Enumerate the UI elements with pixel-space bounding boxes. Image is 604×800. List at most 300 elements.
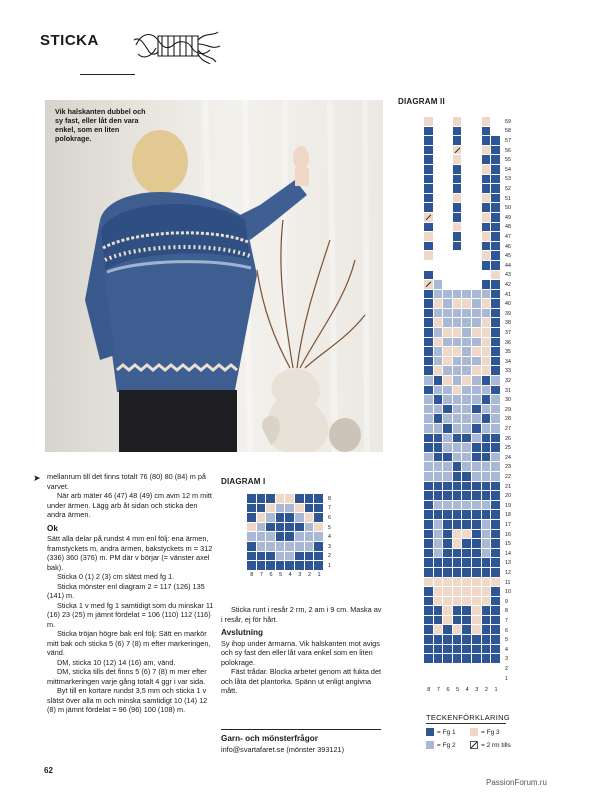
paragraph: Sätt alla delar på rundst 4 mm enl följ: ena ärmen, framstyckets m, andra ärmen, bakstyckets m = 312 (336) 360 (376) m. PM där v börjar (= vänster axel bak). <box>47 534 213 572</box>
chart-cell <box>434 491 444 501</box>
chart-cell <box>443 184 453 194</box>
row-number: 29 <box>505 406 511 413</box>
chart-cell <box>285 542 295 552</box>
chart-cell <box>453 347 463 357</box>
chart-cell <box>443 165 453 175</box>
row-number: 38 <box>505 320 511 327</box>
chart-cell <box>434 223 444 233</box>
paragraph: Sticka 1 v med fg 1 samtidigt som du minskar 11 (16) 23 (25) m jämnt fördelat = 106 (110) 112 (116) m. <box>47 600 214 629</box>
chart-cell <box>453 539 463 549</box>
swatch-fg2 <box>426 741 434 749</box>
row-number: 41 <box>505 291 511 298</box>
chart-cell <box>453 318 463 328</box>
chart-cell <box>453 616 463 626</box>
chart-cell <box>472 520 482 530</box>
chart-cell <box>472 558 482 568</box>
chart-cell <box>453 645 463 655</box>
chart-cell <box>472 539 482 549</box>
row-number: 21 <box>505 483 511 490</box>
chart-cell <box>472 318 482 328</box>
chart-cell <box>305 561 315 571</box>
chart-cell <box>462 232 472 242</box>
chart-cell <box>434 625 444 635</box>
chart-cell <box>482 472 492 482</box>
chart-cell <box>462 453 472 463</box>
chart-cell <box>295 542 305 552</box>
chart-cell <box>482 242 492 252</box>
chart-cell <box>462 578 472 588</box>
chart-cell <box>434 290 444 300</box>
chart-cell <box>482 453 492 463</box>
chart-cell <box>491 472 501 482</box>
chart-cell <box>491 127 501 137</box>
chart-cell <box>453 136 463 146</box>
chart-cell <box>482 587 492 597</box>
chart-cell <box>443 635 453 645</box>
chart-cell <box>482 434 492 444</box>
chart-cell <box>491 520 501 530</box>
chart-cell <box>472 175 482 185</box>
chart-cell <box>472 424 482 434</box>
chart-cell <box>453 587 463 597</box>
chart-cell <box>472 203 482 213</box>
row-number: 1 <box>328 563 331 569</box>
chart-cell <box>443 213 453 223</box>
chart-cell <box>462 386 472 396</box>
chart-cell <box>424 606 434 616</box>
chart-cell <box>491 117 501 127</box>
chart-cell <box>434 606 444 616</box>
chart-cell <box>424 501 434 511</box>
chart-cell <box>424 136 434 146</box>
chart-cell <box>443 251 453 261</box>
chart-cell <box>453 203 463 213</box>
column-number: 4 <box>465 687 469 693</box>
paragraph: Sticka 0 (1) 2 (3) cm slätst med fg 1. <box>57 572 175 581</box>
chart-cell <box>295 552 305 562</box>
chart-cell <box>424 366 434 376</box>
chart-cell <box>424 482 434 492</box>
paragraph: DM, sticka tills det finns 5 (6) 7 (8) m mer efter mittmarkeringen varje gång totalt 4 ggr i var sida. <box>47 667 207 686</box>
chart-cell <box>453 462 463 472</box>
chart-cell <box>491 482 501 492</box>
chart-cell <box>472 462 482 472</box>
chart-cell <box>434 299 444 309</box>
chart-cell <box>462 127 472 137</box>
section-heading-ok: Ok <box>47 523 58 533</box>
chart-cell <box>491 376 501 386</box>
chart-cell <box>491 328 501 338</box>
chart-cell <box>305 532 315 542</box>
chart-cell <box>434 587 444 597</box>
column-number: 5 <box>279 572 283 578</box>
chart-cell <box>443 366 453 376</box>
sweater-photo <box>45 100 383 452</box>
chart-cell <box>472 155 482 165</box>
chart-cell <box>482 510 492 520</box>
chart-cell <box>491 357 501 367</box>
chart-cell <box>434 386 444 396</box>
chart-cell <box>453 213 463 223</box>
chart-cell <box>443 386 453 396</box>
chart-cell <box>491 645 501 655</box>
chart-cell <box>482 578 492 588</box>
chart-cell <box>257 513 267 523</box>
chart-cell <box>462 434 472 444</box>
chart-cell <box>443 510 453 520</box>
chart-cell <box>462 606 472 616</box>
chart-cell <box>472 434 482 444</box>
chart-cell <box>434 530 444 540</box>
chart-cell <box>434 568 444 578</box>
chart-cell <box>257 504 267 514</box>
chart-cell <box>305 513 315 523</box>
column-number: 5 <box>456 687 460 693</box>
chart-cell <box>482 175 492 185</box>
chart-cell <box>424 213 434 223</box>
chart-cell <box>482 280 492 290</box>
row-number: 34 <box>505 358 511 365</box>
chart-cell <box>472 578 482 588</box>
chart-cell <box>472 251 482 261</box>
chart-cell <box>472 482 482 492</box>
chart-cell <box>266 513 276 523</box>
page-number: 62 <box>44 766 53 775</box>
paragraph: Sticka mönster enl diagram 2 = 117 (126) 135 (141) m. <box>47 581 205 600</box>
column-number: 4 <box>288 572 292 578</box>
column-number: 1 <box>317 572 321 578</box>
chart-cell <box>472 405 482 415</box>
paragraph: Sticka runt i resår 2 rm, 2 am i 9 cm. Maska av i resår, ej för hårt. <box>221 605 382 624</box>
chart-cell <box>482 136 492 146</box>
chart-cell <box>443 606 453 616</box>
chart-cell <box>276 504 286 514</box>
chart-cell <box>491 213 501 223</box>
column-number: 3 <box>298 572 302 578</box>
chart-cell <box>482 328 492 338</box>
row-number: 12 <box>505 570 511 576</box>
chart-cell <box>424 453 434 463</box>
chart-cell <box>482 414 492 424</box>
chart-cell <box>276 494 286 504</box>
chart-cell <box>257 552 267 562</box>
chart-cell <box>472 347 482 357</box>
chart-cell <box>257 542 267 552</box>
chart-cell <box>424 587 434 597</box>
row-number: 44 <box>505 262 511 269</box>
chart-cell <box>453 625 463 635</box>
chart-cell <box>434 539 444 549</box>
chart-cell <box>295 561 305 571</box>
chart-cell <box>443 280 453 290</box>
chart-cell <box>462 146 472 156</box>
chart-cell <box>434 366 444 376</box>
chart-cell <box>443 347 453 357</box>
chart-cell <box>472 213 482 223</box>
chart-cell <box>314 494 324 504</box>
chart-cell <box>453 578 463 588</box>
chart-cell <box>491 424 501 434</box>
chart-cell <box>434 510 444 520</box>
chart-cell <box>424 434 434 444</box>
chart-cell <box>482 184 492 194</box>
row-number: 19 <box>505 502 511 509</box>
decrease-symbol-icon <box>470 741 478 749</box>
legend-fg3 <box>470 728 500 736</box>
row-number: 23 <box>505 464 511 471</box>
photo-illustration <box>45 100 383 452</box>
paragraph: Sy ihop under ärmarna. Vik halskanten mot avigs och sy fast den eller låt vara enkel som en liten polokrage. <box>221 638 380 667</box>
row-number: 40 <box>505 301 511 308</box>
row-number: 24 <box>505 454 511 461</box>
chart-cell <box>472 510 482 520</box>
section-header <box>40 26 240 56</box>
chart-cell <box>424 539 434 549</box>
chart-cell <box>434 127 444 137</box>
chart-cell <box>482 530 492 540</box>
chart-cell <box>482 338 492 348</box>
chart-cell <box>482 568 492 578</box>
chart-cell <box>482 482 492 492</box>
chart-cell <box>443 223 453 233</box>
chart-cell <box>295 504 305 514</box>
chart-cell <box>462 242 472 252</box>
column-number: 6 <box>446 687 450 693</box>
chart-cell <box>424 491 434 501</box>
chart-cell <box>491 194 501 204</box>
chart-cell <box>434 338 444 348</box>
chart-cell <box>472 616 482 626</box>
chart-cell <box>462 482 472 492</box>
chart-cell <box>462 175 472 185</box>
row-number: 8 <box>505 608 508 615</box>
chart-cell <box>491 242 501 252</box>
chart-cell <box>482 501 492 511</box>
chart-cell <box>424 414 434 424</box>
chart-cell <box>491 280 501 290</box>
chart-cell <box>443 443 453 453</box>
chart-cell <box>434 376 444 386</box>
chart-cell <box>434 146 444 156</box>
chart-cell <box>472 232 482 242</box>
chart-cell <box>453 520 463 530</box>
header-rule <box>80 74 135 75</box>
chart-cell <box>453 472 463 482</box>
chart-cell <box>443 530 453 540</box>
chart-cell <box>314 523 324 533</box>
chart-cell <box>434 434 444 444</box>
row-number: 18 <box>505 512 511 519</box>
chart-cell <box>482 635 492 645</box>
chart-cell <box>434 501 444 511</box>
chart-cell <box>482 539 492 549</box>
chart-cell <box>266 523 276 533</box>
chart-cell <box>491 251 501 261</box>
row-number: 14 <box>505 550 511 557</box>
row-number: 27 <box>505 426 511 432</box>
row-number: 15 <box>505 541 511 548</box>
chart-cell <box>266 561 276 571</box>
chart-cell <box>453 597 463 607</box>
column-number: 1 <box>494 687 498 693</box>
chart-cell <box>453 395 463 405</box>
chart-cell <box>491 386 501 396</box>
legend-decrease-label: = 2 rm tills <box>481 741 511 749</box>
chart-cell <box>424 472 434 482</box>
chart-cell <box>434 184 444 194</box>
chart-cell <box>472 338 482 348</box>
chart-cell <box>453 443 463 453</box>
chart-cell <box>453 299 463 309</box>
chart-cell <box>285 532 295 542</box>
chart-cell <box>443 654 453 664</box>
chart-cell <box>453 549 463 559</box>
chart-cell <box>434 549 444 559</box>
chart-cell <box>424 328 434 338</box>
chart-cell <box>472 395 482 405</box>
legend-fg3-label: = Fg 3 <box>481 728 500 736</box>
chart-cell <box>462 395 472 405</box>
section-title: STICKA <box>40 32 99 49</box>
row-number: 39 <box>505 310 511 317</box>
chart-cell <box>424 578 434 588</box>
row-number: 46 <box>505 243 511 250</box>
chart-cell <box>462 328 472 338</box>
chart-cell <box>462 194 472 204</box>
row-number: 28 <box>505 416 511 423</box>
row-number: 11 <box>505 579 511 586</box>
chart-cell <box>453 184 463 194</box>
chart-cell <box>453 309 463 319</box>
chart-cell <box>491 462 501 472</box>
chart-cell <box>276 561 286 571</box>
chart-cell <box>443 616 453 626</box>
row-number: 55 <box>505 157 511 164</box>
chart-cell <box>443 203 453 213</box>
chart-cell <box>472 549 482 559</box>
chart-cell <box>482 395 492 405</box>
chart-cell <box>472 223 482 233</box>
chart-cell <box>472 654 482 664</box>
chart-cell <box>424 146 434 156</box>
chart-cell <box>462 338 472 348</box>
chart-cell <box>285 523 295 533</box>
row-number: 45 <box>505 253 511 260</box>
chart-cell <box>453 635 463 645</box>
chart-cell <box>491 203 501 213</box>
chart-cell <box>434 213 444 223</box>
chart-cell <box>472 568 482 578</box>
legend-rule <box>426 723 506 724</box>
chart-cell <box>491 510 501 520</box>
chart-cell <box>434 395 444 405</box>
chart-cell <box>453 482 463 492</box>
chart-cell <box>491 175 501 185</box>
chart-cell <box>434 194 444 204</box>
chart-cell <box>434 654 444 664</box>
chart-cell <box>453 165 463 175</box>
chart-cell <box>482 165 492 175</box>
chart-cell <box>482 347 492 357</box>
chart-cell <box>434 136 444 146</box>
chart-cell <box>472 165 482 175</box>
chart-cell <box>462 568 472 578</box>
chart-cell <box>491 223 501 233</box>
chart-cell <box>443 558 453 568</box>
chart-cell <box>266 504 276 514</box>
chart-cell <box>491 587 501 597</box>
chart-cell <box>266 532 276 542</box>
chart-cell <box>491 366 501 376</box>
diagram2-grid <box>424 117 501 664</box>
chart-cell <box>491 165 501 175</box>
chart-cell <box>424 510 434 520</box>
chart-cell <box>491 654 501 664</box>
chart-cell <box>305 523 315 533</box>
chart-cell <box>462 184 472 194</box>
chart-cell <box>482 376 492 386</box>
row-number: 43 <box>505 272 511 279</box>
chart-cell <box>443 625 453 635</box>
chart-cell <box>491 635 501 645</box>
row-number: 6 <box>505 627 508 634</box>
chart-cell <box>462 117 472 127</box>
chart-cell <box>434 414 444 424</box>
chart-cell <box>434 453 444 463</box>
chart-cell <box>434 597 444 607</box>
row-number: 5 <box>505 637 508 644</box>
chart-cell <box>434 175 444 185</box>
chart-cell <box>482 251 492 261</box>
chart-cell <box>443 424 453 434</box>
chart-cell <box>462 136 472 146</box>
chart-cell <box>491 414 501 424</box>
row-number: 48 <box>505 224 511 231</box>
chart-cell <box>424 462 434 472</box>
chart-cell <box>443 597 453 607</box>
chart-cell <box>443 462 453 472</box>
chart-cell <box>424 127 434 137</box>
chart-cell <box>424 568 434 578</box>
chart-cell <box>434 472 444 482</box>
chart-cell <box>443 434 453 444</box>
chart-cell <box>491 290 501 300</box>
chart-cell <box>424 203 434 213</box>
chart-cell <box>453 558 463 568</box>
row-number: 47 <box>505 234 511 240</box>
chart-cell <box>462 443 472 453</box>
row-number: 53 <box>505 176 511 183</box>
swatch-fg1 <box>426 728 434 736</box>
chart-cell <box>462 587 472 597</box>
chart-cell <box>314 542 324 552</box>
chart-cell <box>443 472 453 482</box>
chart-cell <box>462 213 472 223</box>
paragraph: Sticka tröjan högre bak enl följ: Sätt en markör mitt bak och sticka 5 (6) 7 (8) m efter markeringen, vänd. <box>47 629 211 657</box>
chart-cell <box>424 443 434 453</box>
chart-cell <box>453 194 463 204</box>
chart-cell <box>491 155 501 165</box>
chart-cell <box>472 366 482 376</box>
legend-fg1-label: = Fg 1 <box>437 728 456 736</box>
chart-cell <box>424 376 434 386</box>
chart-cell <box>482 357 492 367</box>
chart-cell <box>434 251 444 261</box>
chart-cell <box>482 386 492 396</box>
chart-cell <box>276 513 286 523</box>
chart-cell <box>462 654 472 664</box>
chart-cell <box>462 223 472 233</box>
